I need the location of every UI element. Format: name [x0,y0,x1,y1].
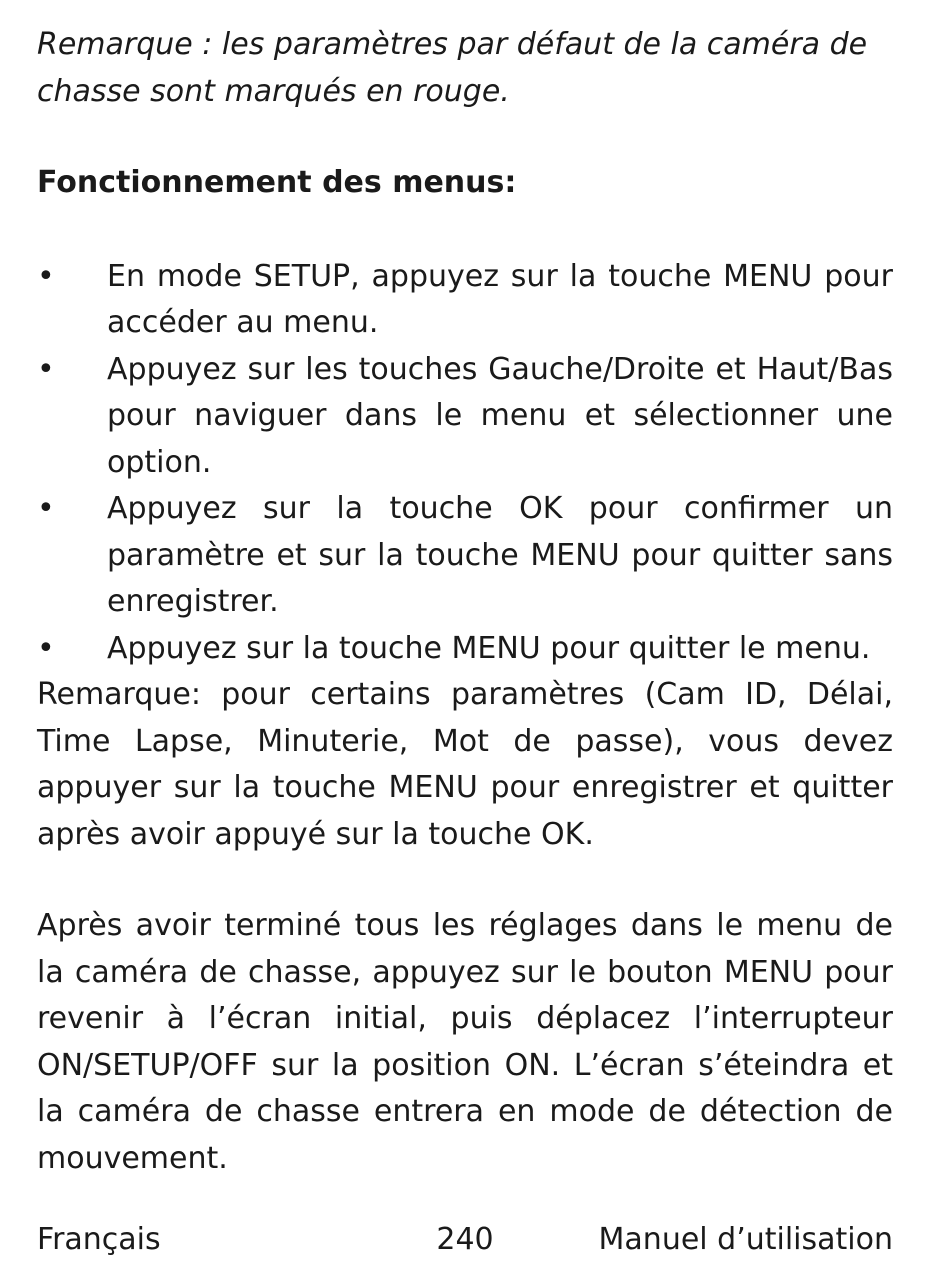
list-item [37,486,893,626]
list-item [37,347,893,487]
list-item-text: Appuyez sur les touches Gauche/Droite et Haut/Bas pour naviguer dans le menu et sélectionner une option. [107,351,893,480]
bullet-icon: • [37,630,55,666]
list-item [37,626,893,673]
footer-manual-title: Manuel d’utilisation [598,1222,893,1257]
page-footer [37,1220,893,1260]
save-settings-note: Remarque: pour certains paramètres (Cam ID, Délai, Time Lapse, Minuterie, Mot de passe), vous devez appuyer sur la touche MENU pour enregistrer et quitter après avoir appuyé sur la touche OK. [37,677,893,852]
page-number: 240 [436,1222,494,1257]
instruction-list [37,254,893,673]
bullet-icon: • [37,351,55,387]
page-content [37,22,893,1182]
list-item-text: En mode SETUP, appuyez sur la touche MENU pour accéder au menu. [107,258,893,340]
footer-language: Français [37,1222,161,1257]
list-item [37,254,893,347]
default-settings-note: Remarque : les paramètres par défaut de la caméra de chasse sont marqués en rouge. [37,27,868,109]
final-paragraph: Après avoir terminé tous les réglages dans le menu de la caméra de chasse, appuyez sur le bouton MENU pour revenir à l’écran initial, puis déplacez l’interrupteur ON/SETUP/OFF sur la position ON. L’écran s’éteindra et la caméra de chasse entrera en mode de détection de mouvement. [37,908,893,1176]
list-item-text: Appuyez sur la touche OK pour confirmer un paramètre et sur la touche MENU pour quitter sans enregistrer. [107,491,893,619]
bullet-icon: • [37,491,55,526]
bullet-icon: • [37,258,55,294]
list-item-text: Appuyez sur la touche MENU pour quitter le menu. [107,630,871,666]
section-heading: Fonctionnement des menus: [37,165,517,200]
